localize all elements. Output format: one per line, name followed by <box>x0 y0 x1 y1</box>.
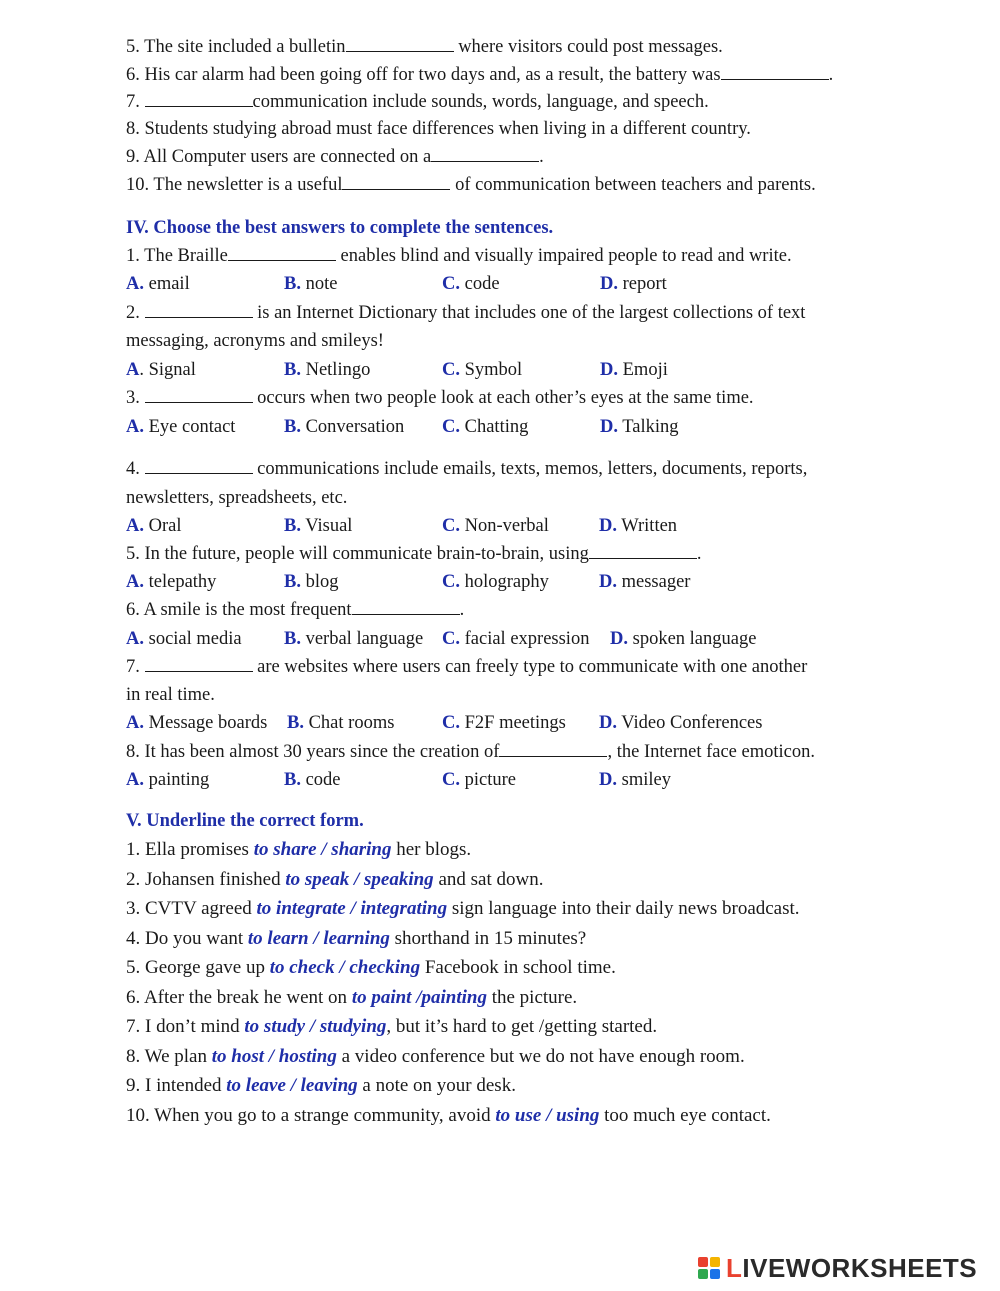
logo-square <box>698 1269 708 1279</box>
form-choice[interactable]: to check / checking <box>269 957 421 978</box>
underline-item: 2. Johansen finished to speak / speaking and sat down. <box>126 869 544 890</box>
option-a[interactable]: A. Eye contact <box>126 417 236 437</box>
form-choice[interactable]: to leave / leaving <box>226 1075 358 1096</box>
option-d[interactable]: D. smiley <box>599 770 671 790</box>
form-choice[interactable]: to integrate / integrating <box>256 898 448 919</box>
answer-blank[interactable] <box>145 656 253 672</box>
underline-item: 6. After the break he went on to paint /painting the picture. <box>126 987 578 1008</box>
option-b[interactable]: B. Chat rooms <box>287 713 395 733</box>
answer-blank[interactable] <box>145 302 253 318</box>
answer-blank[interactable] <box>145 387 253 403</box>
answer-blank[interactable] <box>589 543 697 559</box>
option-a[interactable]: A. email <box>126 274 190 294</box>
option-c[interactable]: C. facial expression <box>442 629 590 649</box>
question: 1. The Braille enables blind and visually impaired people to read and write. <box>126 246 792 266</box>
answer-blank[interactable] <box>145 458 253 474</box>
option-b[interactable]: B. verbal language <box>284 629 424 649</box>
form-choice[interactable]: to paint /painting <box>351 987 487 1008</box>
exercise-item: 7. communication include sounds, words, language, and speech. <box>126 92 709 112</box>
option-c[interactable]: C. holography <box>442 572 549 592</box>
logo-square <box>710 1257 720 1267</box>
underline-item: 7. I don’t mind to study / studying, but it’s hard to get /getting started. <box>126 1016 658 1037</box>
option-b[interactable]: B. note <box>284 274 338 294</box>
answer-blank[interactable] <box>228 245 336 261</box>
question: 2. is an Internet Dictionary that includes one of the largest collections of text <box>126 303 806 323</box>
answer-blank[interactable] <box>342 174 450 190</box>
exercise-item: 9. All Computer users are connected on a . <box>126 147 544 167</box>
option-d[interactable]: D. spoken language <box>610 629 757 649</box>
option-d[interactable]: D. messager <box>599 572 691 592</box>
answer-blank[interactable] <box>352 599 460 615</box>
question-continued: in real time. <box>126 685 215 705</box>
section-heading: V. Underline the correct form. <box>126 811 364 831</box>
option-d[interactable]: D. Emoji <box>600 360 668 380</box>
option-b[interactable]: B. Netlingo <box>284 360 371 380</box>
option-a[interactable]: A. Oral <box>126 516 182 536</box>
form-choice[interactable]: to study / studying <box>244 1016 387 1037</box>
answer-blank[interactable] <box>145 91 253 107</box>
option-a[interactable]: A. painting <box>126 770 210 790</box>
question: 7. are websites where users can freely type to communicate with one another <box>126 657 808 677</box>
option-c[interactable]: C. F2F meetings <box>442 713 566 733</box>
form-choice[interactable]: to speak / speaking <box>285 869 434 890</box>
form-choice[interactable]: to learn / learning <box>247 928 390 949</box>
option-c[interactable]: C. Non-verbal <box>442 516 549 536</box>
option-c[interactable]: C. Symbol <box>442 360 523 380</box>
option-a[interactable]: A. social media <box>126 629 242 649</box>
form-choice[interactable]: to host / hosting <box>211 1046 337 1067</box>
question: 4. communications include emails, texts, memos, letters, documents, reports, <box>126 459 808 479</box>
option-d[interactable]: D. Written <box>599 516 678 536</box>
logo-square <box>698 1257 708 1267</box>
question: 5. In the future, people will communicate brain-to-brain, using . <box>126 544 702 564</box>
exercise-item: 10. The newsletter is a useful of communication between teachers and parents. <box>126 175 816 195</box>
option-c[interactable]: C. picture <box>442 770 516 790</box>
exercise-item: 6. His car alarm had been going off for two days and, as a result, the battery was . <box>126 65 834 85</box>
option-a[interactable]: A. Message boards <box>126 713 268 733</box>
option-b[interactable]: B. code <box>284 770 341 790</box>
option-d[interactable]: D. Talking <box>600 417 679 437</box>
option-b[interactable]: B. Visual <box>284 516 353 536</box>
exercise-item: 5. The site included a bulletin where visitors could post messages. <box>126 37 723 57</box>
option-c[interactable]: C. code <box>442 274 500 294</box>
answer-blank[interactable] <box>499 741 607 757</box>
option-a[interactable]: A. telepathy <box>126 572 217 592</box>
liveworksheets-logo <box>698 1254 977 1282</box>
logo-grid-icon <box>698 1257 720 1279</box>
form-choice[interactable]: to share / sharing <box>253 839 392 860</box>
underline-item: 5. George gave up to check / checking Facebook in school time. <box>126 957 616 978</box>
logo-text-rest: IVEWORKSHEETS <box>742 1253 978 1283</box>
option-d[interactable]: D. report <box>600 274 667 294</box>
question: 6. A smile is the most frequent . <box>126 600 465 620</box>
exercise-item: 8. Students studying abroad must face differences when living in a different country. <box>126 119 751 139</box>
question: 8. It has been almost 30 years since the creation of , the Internet face emoticon. <box>126 742 815 762</box>
section-heading: IV. Choose the best answers to complete the sentences. <box>126 218 554 238</box>
question-continued: newsletters, spreadsheets, etc. <box>126 488 348 508</box>
question: 3. occurs when two people look at each other’s eyes at the same time. <box>126 388 754 408</box>
form-choice[interactable]: to use / using <box>495 1105 600 1126</box>
option-a[interactable]: A. Signal <box>126 360 196 380</box>
answer-blank[interactable] <box>346 36 454 52</box>
logo-square <box>710 1269 720 1279</box>
answer-blank[interactable] <box>431 146 539 162</box>
underline-item: 4. Do you want to learn / learning shorthand in 15 minutes? <box>126 928 587 949</box>
underline-item: 10. When you go to a strange community, avoid to use / using too much eye contact. <box>126 1105 771 1126</box>
underline-item: 3. CVTV agreed to integrate / integrating sign language into their daily news broadcast. <box>126 898 800 919</box>
question-continued: messaging, acronyms and smileys! <box>126 331 384 351</box>
option-b[interactable]: B. blog <box>284 572 339 592</box>
option-b[interactable]: B. Conversation <box>284 417 405 437</box>
underline-item: 9. I intended to leave / leaving a note on your desk. <box>126 1075 516 1096</box>
option-d[interactable]: D. Video Conferences <box>599 713 763 733</box>
underline-item: 1. Ella promises to share / sharing her blogs. <box>126 839 472 860</box>
answer-blank[interactable] <box>721 64 829 80</box>
underline-item: 8. We plan to host / hosting a video conference but we do not have enough room. <box>126 1046 745 1067</box>
option-c[interactable]: C. Chatting <box>442 417 529 437</box>
logo-text: LIVEWORKSHEETS <box>726 1253 978 1283</box>
